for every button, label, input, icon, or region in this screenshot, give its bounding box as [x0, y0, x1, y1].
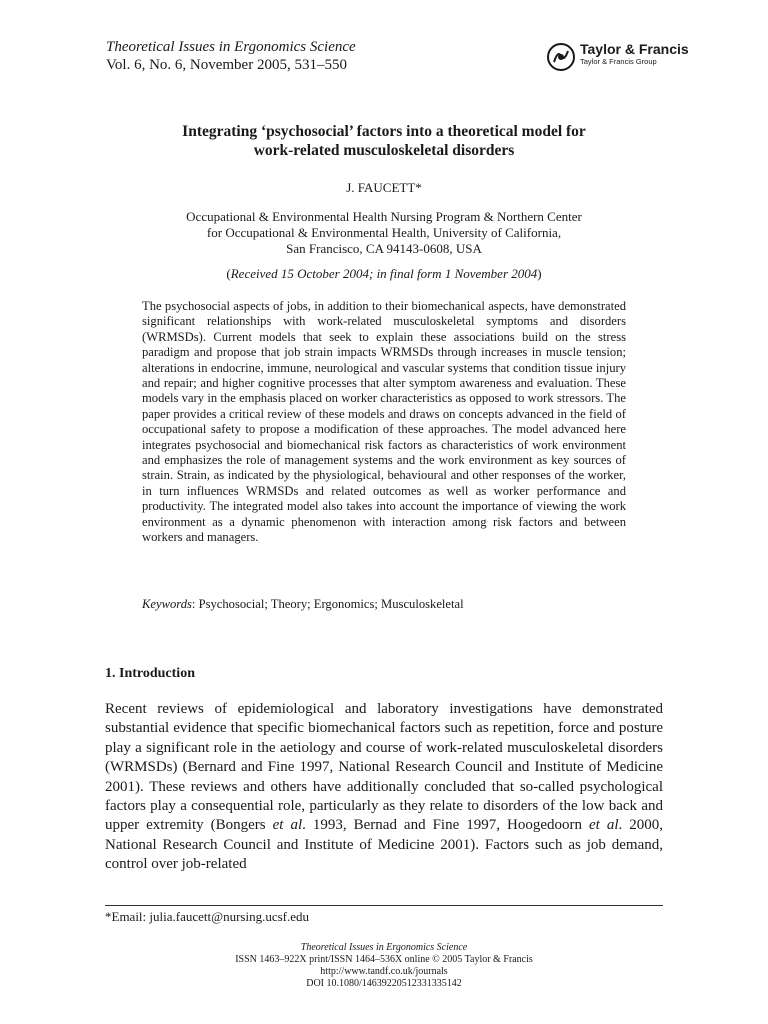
publisher-logo-icon — [546, 42, 576, 72]
footer-journal: Theoretical Issues in Ergonomics Science — [300, 942, 468, 953]
received-dates — [90, 266, 678, 282]
publisher-name: Taylor & Francis — [580, 41, 689, 57]
footnote-email: *Email: julia.faucett@nursing.ucsf.edu — [105, 909, 310, 924]
footer-doi: DOI 10.1080/14639220512331335142 — [306, 978, 462, 989]
journal-name: Theoretical Issues in Ergonomics Science — [106, 39, 356, 55]
footer-url[interactable]: http://www.tandf.co.uk/journals — [320, 966, 448, 977]
publisher-group: Taylor & Francis Group — [580, 57, 657, 66]
journal-header — [106, 38, 356, 74]
intro-text-1: Recent reviews of epidemiological and laboratory investigations have demonstrated substantial evidence that specific biomechanical factors such as repetition, force and posture play a significant role in the aetiology and course of work-related musculoskeletal disorders (WRMSDs) (Bernard and Fine 1997, National Research Council and Institute of Medicine 2001). These reviews and others have additionally concluded that so-called psychological factors play a consequential role, particularly as they relate to disorders of the low back and upper extremity (Bongers — [105, 701, 663, 834]
title-line-2: work-related musculoskeletal disorders — [253, 142, 515, 159]
keywords-label: Keywords — [142, 597, 192, 611]
author: J. FAUCETT* — [346, 180, 422, 195]
intro-et-al-1: et al — [272, 817, 303, 834]
keywords — [142, 597, 464, 612]
abstract: The psychosocial aspects of jobs, in addition to their biomechanical aspects, have demonstrated significant relationships with work-related musculoskeletal symptoms and disorders (WRMSDs). Current models that seek to explain these associations build on the stress paradigm and propose that job strain impacts WRMSDs through increases in muscle tension; alterations in endocrine, immune, neurological and vascular systems that condition tissue injury and repair; and higher cognitive processes that alter symptom awareness and evaluation. These models vary in the emphasis placed on worker characteristics as opposed to work stressors. The paper provides a critical review of these models and draws on concepts advanced in the field of occupational safety to propose a modification of these approaches. The model advanced here integrates psychosocial and biomechanical risk factors as characteristics of work environment and emphasizes the role of management systems and the work environment as key sources of strain. Strain, as indicated by the physiological, behavioural and other responses of the worker, in turn influences WRMSDs and related outcomes as well as worker performance and productivity. The integrated model also takes into account the importance of viewing the work environment as a dynamic phenomenon with interaction among risk factors and between workers and managers. — [142, 299, 626, 545]
page-footer — [90, 942, 678, 990]
affiliation-line-3: San Francisco, CA 94143-0608, USA — [286, 241, 482, 256]
affiliation — [90, 209, 678, 257]
received-text: Received 15 October 2004; in final form 1 November 2004 — [230, 266, 538, 281]
footer-issn: ISSN 1463–922X print/ISSN 1464–536X online © 2005 Taylor & Francis — [235, 954, 533, 965]
keywords-list: Psychosocial; Theory; Ergonomics; Musculoskeletal — [198, 597, 464, 611]
section-heading-introduction: 1. Introduction — [105, 666, 195, 681]
introduction-paragraph — [105, 700, 663, 875]
intro-text-2: . 1993, Bernad and Fine 1997, Hoogedoorn — [302, 817, 589, 834]
footnote-divider — [105, 905, 663, 906]
affiliation-line-1: Occupational & Environmental Health Nursing Program & Northern Center — [186, 209, 582, 224]
received-close: ) — [537, 266, 542, 281]
title-line-1: Integrating ‘psychosocial’ factors into a theoretical model for — [182, 123, 586, 140]
intro-et-al-2: et al — [589, 817, 619, 834]
intro-text-3: . 2000, National Research Council and Institute of Medicine 2001). Factors such as job demand, control over job-related — [105, 817, 663, 873]
article-title — [90, 122, 678, 160]
publisher-logo — [546, 42, 689, 72]
volume-info: Vol. 6, No. 6, November 2005, 531–550 — [106, 57, 347, 73]
received-open: ( — [226, 266, 231, 281]
keywords-sep: : — [191, 597, 199, 611]
affiliation-line-2: for Occupational & Environmental Health, University of California, — [206, 225, 562, 240]
